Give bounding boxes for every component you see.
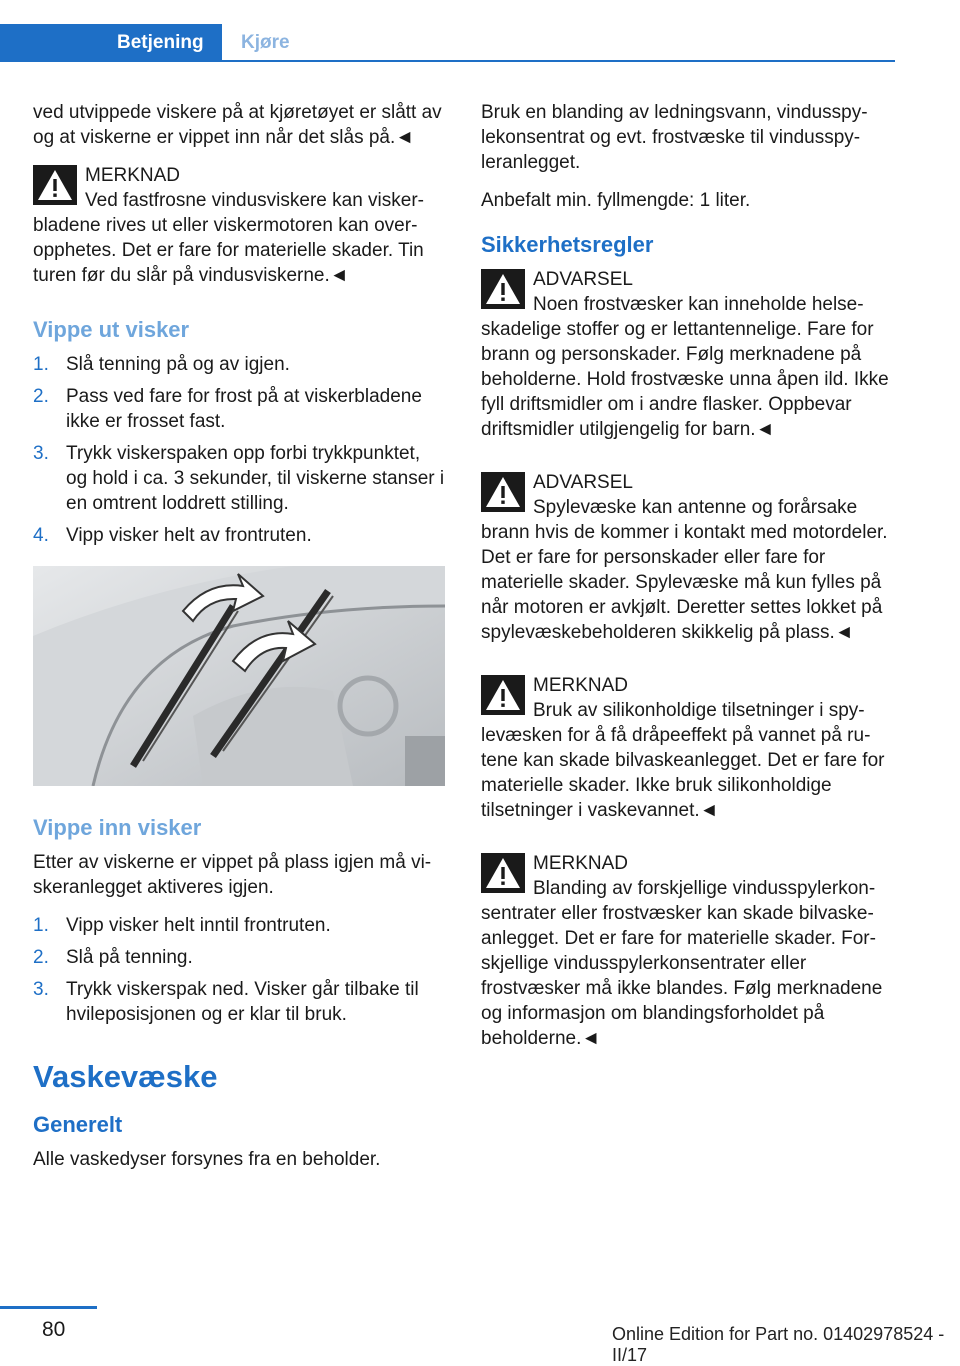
list-item: 3. Trykk viskerspaken opp forbi trykkpunktet, og hold i ca. 3 sekunder, til viskerne stanser i en omtrent loddrett stilling. [33, 443, 445, 514]
warning-first-line: Spylevæske kan antenne og forårsake [533, 497, 858, 518]
warning-first-line: Noen frostvæsker kan inneholde helse- [533, 294, 864, 315]
warning-body: brann hvis de kommer i kontakt med motordeler. Det er fare for personskader eller fare for materielle skader. Spylevæske må kun fylles på når motoren er avkjølt. Deretter settes lokket på spylevæskebeholderen skikkelig på plass.◄ [481, 522, 888, 643]
note-title: MERKNAD [533, 853, 629, 874]
warning-title: ADVARSEL [533, 472, 633, 493]
generelt-text: Alle vaskedyser forsynes fra en beholder. [33, 1149, 381, 1170]
footer-rule [0, 1306, 97, 1309]
note-title: MERKNAD [533, 675, 629, 696]
left-column [33, 100, 445, 1185]
edition-label: Online Edition for Part no. 01402978524 - II/17 [612, 1324, 945, 1365]
chapter-heading: Vaskevæske [33, 1059, 218, 1094]
note-body: sentrater eller frostvæsker kan skade bilvaskeanlegget. Det er fare for materielle skader. Forskjellige vindusspylerkonsentrater eller frostvæsker må ikke blandes. Følg merknadene og informasjon om blandingsforholdet på beholderne.◄ [481, 903, 883, 1049]
header-bar [0, 0, 895, 62]
note-mixing [481, 851, 893, 1051]
tab-kjore[interactable]: Kjøre [241, 32, 290, 53]
warning-triangle-icon [481, 269, 525, 309]
note-title: MERKNAD [85, 165, 181, 186]
wiper-illustration [33, 566, 445, 786]
warning-triangle-icon [33, 165, 77, 205]
warning-triangle-icon [481, 675, 525, 715]
list-item: 4. Vipp visker helt av frontruten. [33, 525, 312, 546]
list-item: 3. Trykk viskerspak ned. Visker går tilbake til hvileposisjonen og er klar til bruk. [33, 979, 419, 1025]
warning-title: ADVARSEL [533, 269, 633, 290]
mix-paragraph: Bruk en blanding av ledningsvann, vindusspylekonsentrat og evt. frostvæske til vindusspyleranlegget. [481, 102, 868, 173]
intro-paragraph: ved utvippede viskere på at kjøretøyet er slått av og at viskerne er vippet inn når det slås på.◄ [33, 102, 442, 148]
header-rule [0, 60, 895, 62]
right-column [481, 100, 893, 1079]
note-first-line: Bruk av silikonholdige tilsetninger i spy- [533, 700, 865, 721]
warning-triangle-icon [481, 853, 525, 893]
warning-antifreeze [481, 267, 893, 442]
page-number: 80 [42, 1318, 66, 1341]
note-first-line: Blanding av forskjellige vindusspylerkon- [533, 878, 876, 899]
steps-vippe-ut [33, 352, 445, 548]
list-item: 1. Vipp visker helt inntil frontruten. [33, 915, 331, 936]
warning-body: skadelige stoffer og er lettantennelige. Fare for brann og personskader. Følg merknadene på beholderne. Hold frostvæske unna åpen ild. Ikke fyll driftsmidler om i andre flasker. Oppbevar driftsmidler utilgjengelig for barn.◄ [481, 319, 889, 440]
list-item: 2. Slå på tenning. [33, 947, 193, 968]
note-body: levæsken for å få dråpeeffekt på vannet på rutene kan skade bilvaskeanlegget. Det er fare for materielle skader. Ikke bruk silikonholdige tilsetninger i vaskevannet.◄ [481, 725, 885, 821]
warning-triangle-icon [481, 472, 525, 512]
section-heading-vippe-ut: Vippe ut visker [33, 317, 190, 342]
section-heading-sikkerhetsregler: Sikkerhetsregler [481, 232, 654, 257]
section-heading-generelt: Generelt [33, 1112, 123, 1137]
list-item: 1. Slå tenning på og av igjen. [33, 354, 290, 375]
note-first-line: Ved fastfrosne vindusviskere kan visker- [85, 190, 424, 211]
note-silicone [481, 673, 893, 823]
note-body: bladene rives ut eller viskermotoren kan overopphetes. Det er fare for materielle skader. Tin turen før du slår på vindusviskerne.◄ [33, 215, 424, 286]
section-intro: Etter av viskerne er vippet på plass igjen må viskeranlegget aktiveres igjen. [33, 852, 432, 898]
fill-amount-paragraph: Anbefalt min. fyllmengde: 1 liter. [481, 190, 751, 211]
tab-betjening[interactable]: Betjening [0, 24, 222, 62]
steps-vippe-inn [33, 913, 445, 1027]
warning-flammable [481, 470, 893, 645]
list-item: 2. Pass ved fare for frost på at viskerbladene ikke er frosset fast. [33, 386, 422, 432]
note-frozen-wipers [33, 163, 445, 288]
section-heading-vippe-inn: Vippe inn visker [33, 815, 202, 840]
